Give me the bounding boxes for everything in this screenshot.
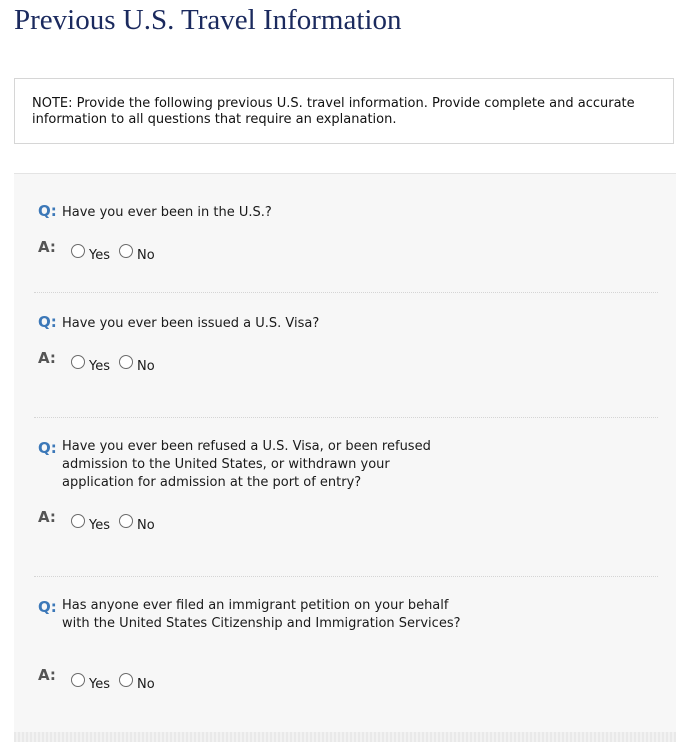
questions-panel — [14, 173, 676, 742]
question-label: Q: — [38, 313, 57, 331]
answer-group-us-visit — [71, 244, 164, 262]
question-text-immigrant-petition: Has anyone ever filed an immigrant petition on your behalf with the United States Citizenship and Immigration Services? — [62, 598, 461, 631]
radio-yes-label[interactable]: Yes — [89, 358, 110, 374]
answer-group-immigrant-petition — [71, 673, 164, 691]
radio-no-label[interactable]: No — [137, 676, 155, 692]
divider — [34, 292, 658, 293]
note-text: NOTE: Provide the following previous U.S. travel information. Provide complete and accurate information to all questions that require an explanation. — [32, 96, 635, 127]
page-title: Previous U.S. Travel Information — [14, 4, 402, 36]
radio-no-label[interactable]: No — [137, 358, 155, 374]
answer-group-visa-issued — [71, 355, 164, 373]
divider — [34, 417, 658, 418]
radio-yes[interactable] — [71, 673, 85, 687]
radio-yes[interactable] — [71, 244, 85, 258]
radio-yes[interactable] — [71, 514, 85, 528]
answer-label: A: — [38, 349, 56, 367]
radio-yes-label[interactable]: Yes — [89, 517, 110, 533]
radio-yes-label[interactable]: Yes — [89, 676, 110, 692]
answer-group-visa-refused — [71, 514, 164, 532]
question-text-visa-refused: Have you ever been refused a U.S. Visa, or been refused admission to the United States, or withdrawn your application for admission at the port of entry? — [62, 439, 431, 490]
radio-no[interactable] — [119, 244, 133, 258]
note-box — [14, 78, 674, 144]
question-label: Q: — [38, 439, 57, 457]
radio-no-label[interactable]: No — [137, 517, 155, 533]
radio-yes-label[interactable]: Yes — [89, 247, 110, 263]
question-text-us-visit: Have you ever been in the U.S.? — [62, 205, 272, 220]
answer-label: A: — [38, 238, 56, 256]
answer-label: A: — [38, 508, 56, 526]
question-label: Q: — [38, 598, 57, 616]
radio-yes[interactable] — [71, 355, 85, 369]
answer-label: A: — [38, 666, 56, 684]
radio-no[interactable] — [119, 355, 133, 369]
question-label: Q: — [38, 202, 57, 220]
divider — [34, 576, 658, 577]
radio-no-label[interactable]: No — [137, 247, 155, 263]
question-text-visa-issued: Have you ever been issued a U.S. Visa? — [62, 316, 320, 331]
radio-no[interactable] — [119, 673, 133, 687]
radio-no[interactable] — [119, 514, 133, 528]
